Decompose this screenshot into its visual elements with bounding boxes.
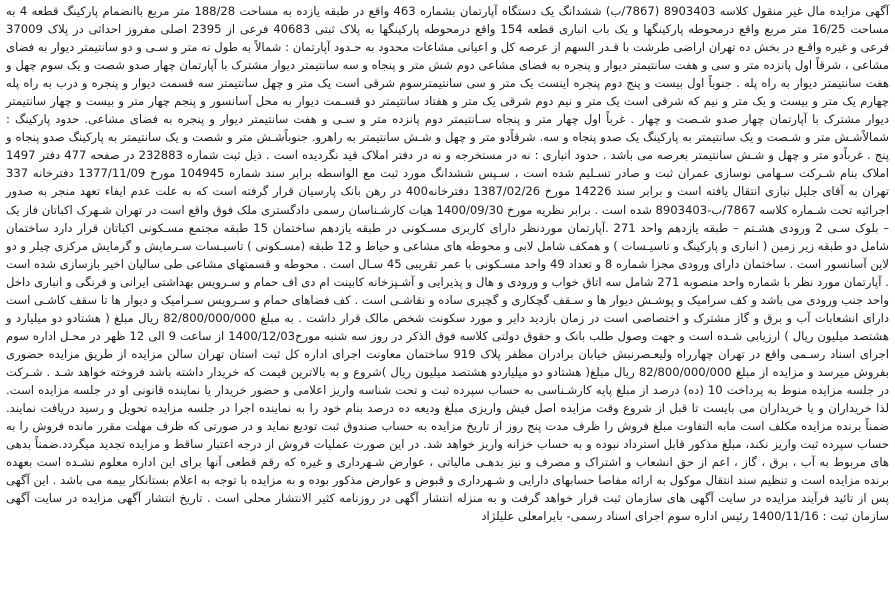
auction-notice-text: آگهی مزایده مال غیر منقول کلاسه 8903403 (7867/ب) ششدانگ یک دستگاه آپارتمان بشماره 463 واقع در طبقه یازده به مساحت 188/28 متر مربع باانضمام پارکینگ قطعه 4 به مساحت 16/25 متر مربع واقع درمحوطه پارکینگها و یک باب انباری قطعه 154 واقع درمحوطه پارکینگها به پلاک ثبتی 40683 فرعی از 2395 اصلی مفروز احداثی در پلاک 37009 فرعی و غیره واقـع در بخش ده تهران اراضی طرشت با قـدر السهم از عرصه کل و اعیانی مشاعات محدود به حـدود آپارتمان : شمالاً به طول نه متر و سـی و دو سانتیمتر دیوار به فضای مشاعی ، شرقاً اول پانزده متر و سی و هفت سانتیمتر دیوار و پنجره به فضای مشاعی دوم شش متر و پنجاه و سه سانتیمتر دیوار مشترک با آپارتمان چهار صدو شصت و یک سوم چهل و هفت سانتیمتر دیوار به راه پله . جنوباً اول بیست و پنج دوم پنجره اینست یک متر و سی سانتیمترسوم شرقی است یک متر و چهل سانتیمتر سه قسمت دیوار و پنجره و درب به راه پله چهارم یک متر و بیست و یک متر و نیم که شرقی است یک متر و نیم دوم شرقی یک متر و هفتاد سانتیمتر دو قسـمت دیوار به محل آسانسور و پنجم چهار متر و بیست و چهار سانتیمتر دیوار مشترک با آپارتمان چهار صدو شـصت و چهار . غرباً اول چهار متر و پنجاه سـانتیمتر دوم پانزده متر و سـی و هفت سانتیمتر دیوار و پنجره به فضای مشاعی. حدود پارکینگ : شمالاًشـش متر و شـصت و یک سانتیمتر به پارکینگ یک صدو پنجاه و سه. شرقاًدو متر و چهل و شـش سانتیمتر به راهرو. جنوباًشـش متر و شصت و یک سانتیمتر به پارکینگ صدو پنجاه و پنج . غرباًدو متر و چهل و شـش سانتیمتر بعرصه می باشد . حدود انباری : نه در مستخرجه و نه در دفتر املاک قید نگردیده است . ذیل ثبت شماره 232883 در صفحه 477 دفتر 1497 املاک بنام شـرکت سـهامی نوسازی عمران ثبت و صادر تسـلیم شده است ، سـپس ششدانگ مورد ثبت مع الواسطه برابر سند شماره 104945 مورخ 1377/11/09 دفترخانه 337 تهران به آقای جلیل نیازی انتقال یافته است و برابر سند 14226 مورخ 1387/02/26 دفترخانه400 در رهن بانک پارسیان قرار گرفته است که به علت عدم ایفاء تعهد منجر به صدور اجرائیه تحت شـماره کلاسه 7867/ب-8903403 شده است . برابر نظریه مورخ 1400/09/30 هیات کارشـناسان رسمی دادگستری ملک فوق واقع است در تهران شـهرک اکباتان فاز یک – بلوک سـی 2 ورودی هشـتم – طبقه یازدهم واحد 271 .آپارتمان موردنظر دارای کاربری مسـکونی در طبقه یازدهم ساختمان 15 طبقه مجتمع مسـکونی اکباتان قرار دارد ساختمان شامل دو طبقه زیر زمین ( انباری و پارکینگ و تاسیـسات ) و همکف شامل لابی و محوطه های مشاعی و حیاط و 12 طبقه (مسـکونی ) تاسیـسات سـرمایش و گرمایش مرکزی چیلر و دو لاین آسانسور است . ساختمان دارای ورودی مجزا شماره 8 و تعداد 49 واحد مسـکونی با عمر تقریبی 45 سـال است . محوطه و قسمتهای مشاعی طی سالیان اخیر بازسازی شده است . آپارتمان مورد نظر با شماره واحد منصوبه 271 شامل سه اتاق خواب و ورودی و هال و پذیرایی و آشـپزخانه کابینت ام دی اف حمام و سـرویس بهداشتی ایرانی و فرنگی و انباری داخل واحد جنب ورودی می باشد و کف سرامیک و پوشـش دیوار ها و سـقف گچکاری و گچبری ساده و نقاشـی است . کف فضاهای حمام و سـرویس سـرامیک و دیوار ها تا سقف کاشـی است دارای انشعابات آب و برق و گاز مشترک و اختصاصی است در زمان بازدید دایر و مورد سکونت شخص مالک قرار داشت . به مبلغ 82/800/000/000 ریال مبلغ ( هشتادو دو میلیارد و هشتصد میلیون ریال ) ارزیابی شـده است و جهت وصول طلب بانک و حقوق دولتی کلاسه فوق الذکر در روز سه شنبه مورخ1400/12/03 از ساعت 9 الی 12 ظهر در محـل اداره سوم اجرای اسناد رسـمی واقع در تهران چهارراه ولیعـصرنبش خیابان برادران مظفر پلاک 919 ساختمان معاونت اجرای اداره کل ثبت استان تهران سالن مزایده از طریق مزایده حضوری بفروش میرسد و مزایده از مبلغ 82/800/000/000 ریال مبلغ( هشتادو دو میلیاردو هشتصد میلیون ریال )شروع و به بالاترین قیمت که خریدار داشته باشد فروخته خواهد شـد . شـرکت در جلسه مزایده منوط به پرداخت 10 (ده) درصد از مبلغ پایه کارشـناسی به حساب سپرده ثبت و تحت شناسه واریز اعلامی و حضور خریدار یا نماینده قانونی او در جلسه مزایده است. لذا خریداران و یا خریداران می بایست تا قبل از شروع وقت مزایده اصل فیش واریزی مبلغ ودیعه ده درصد بنام خود را به نماینده اجرا در جلسه مزایده تحویل و رسید دریافت نمایند. ضمناً برنده مزایده مکلف است مابه التفاوت مبلغ فروش را ظرف مدت پنج روز از تاریخ مزایده به حساب صندوق ثبت تودیع نماید و در صورتی که ظرف مهلت مقرر مانده فروش را به حساب سپرده ثبت واریز نکند، مبلغ مذکور قابل استرداد نبوده و به حساب خزانه واریز خواهد شد. در این صورت عملیات فروش از درجه اعتبار ساقط و مزایده تجدید میگردد.ضمناً بدهی های مربوط به آب ، برق ، گاز ، اعم از حق انشعاب و اشتراک و مصرف و نیز بدهـی مالیاتی ، عوارض شـهرداری و غیره که رقم قطعی آنها برای این اداره معلوم نشـده است بعهده برنده مزایده است و تنظیم سند انتقال موکول به ارائه مفاصا حسابهای دارایی و شـهرداری و قبوض و عوارض مذکور بوده و به مزایده با توجه به اعلام بستانکار بیمه می باشد . این آگهی پس از تائید فرآیند مزایده در سایت آگهی های سازمان ثبت قرار خواهد گرفت و به منزله انتشار آگهی در روزنامه کثیر الانتشار محلی است . تاریخ انتشار آگهی مزایده در سایت آگهی سازمان ثبت : 1400/11/16 رئیس اداره سوم اجرای اسناد رسمی- بایرامعلی علیلژاد: [6, 4, 890, 524]
